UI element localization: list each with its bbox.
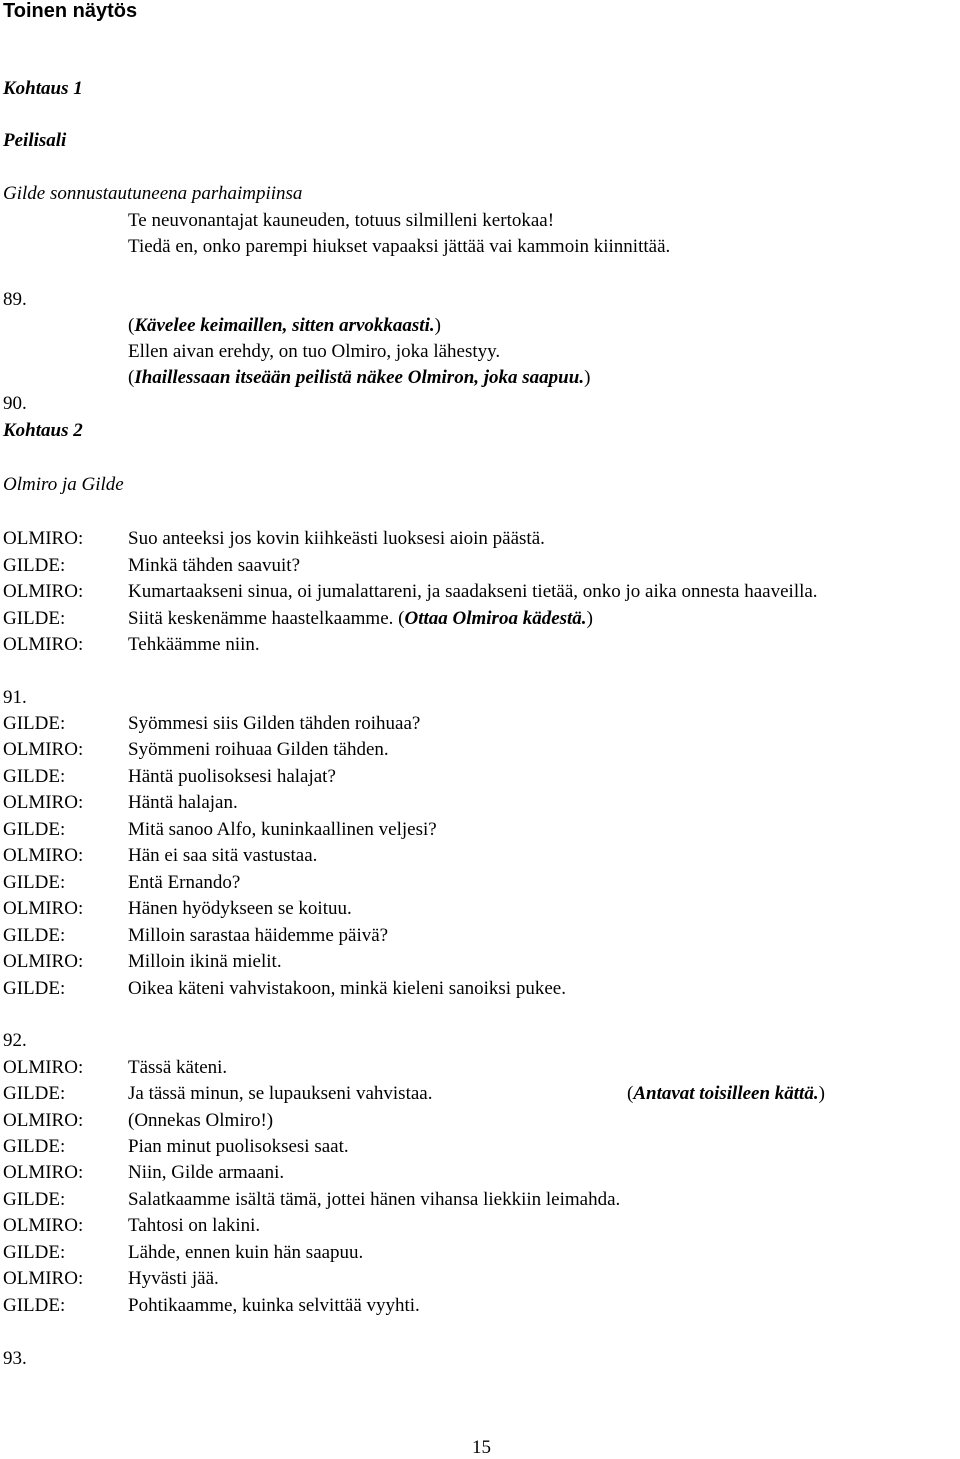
dialogue-line: Hän ei saa sitä vastustaa. bbox=[128, 845, 318, 866]
section-number: 89. bbox=[3, 289, 27, 310]
scene-title: Kohtaus 1 bbox=[3, 78, 83, 99]
paren: ) bbox=[584, 367, 591, 388]
speaker: GILDE: bbox=[3, 1136, 66, 1157]
paren: ) bbox=[818, 1083, 825, 1104]
scene-characters: Olmiro ja Gilde bbox=[3, 474, 124, 495]
speaker: GILDE: bbox=[3, 1295, 66, 1316]
dialogue-line: Häntä puolisoksesi halajat? bbox=[128, 766, 336, 787]
speaker: OLMIRO: bbox=[3, 1215, 84, 1236]
speaker: OLMIRO: bbox=[3, 845, 84, 866]
direction-text: Kävelee keimaillen, sitten arvokkaasti. bbox=[134, 315, 435, 336]
paren: ) bbox=[434, 315, 441, 336]
dialogue-line: Lähde, ennen kuin hän saapuu. bbox=[128, 1242, 364, 1263]
dialogue-line: Häntä halajan. bbox=[128, 792, 238, 813]
speaker: GILDE: bbox=[3, 925, 66, 946]
speaker: OLMIRO: bbox=[3, 898, 84, 919]
dialogue-line: Minkä tähden saavuit? bbox=[128, 555, 301, 576]
dialogue-line: Niin, Gilde armaani. bbox=[128, 1162, 285, 1183]
speaker: GILDE: bbox=[3, 872, 66, 893]
speaker: OLMIRO: bbox=[3, 528, 84, 549]
section-number: 93. bbox=[3, 1348, 27, 1369]
dialogue-line: Oikea käteni vahvistakoon, minkä kieleni sanoiksi pukee. bbox=[128, 978, 566, 999]
speaker: GILDE: bbox=[3, 819, 66, 840]
speaker: OLMIRO: bbox=[3, 1110, 84, 1131]
speaker: OLMIRO: bbox=[3, 634, 84, 655]
paren: ( bbox=[128, 315, 135, 336]
dialogue-line: Ja tässä minun, se lupaukseni vahvistaa. bbox=[128, 1083, 433, 1104]
verse-line: Ellen aivan erehdy, on tuo Olmiro, joka lähestyy. bbox=[128, 341, 501, 362]
dialogue-line: Tahtosi on lakini. bbox=[128, 1215, 261, 1236]
dialogue-line: Kumartaakseni sinua, oi jumalattareni, ja saadakseni tietää, onko jo aika onnesta haaveilla. bbox=[128, 581, 818, 602]
direction-text: Ottaa Olmiroa kädestä. bbox=[404, 608, 587, 629]
paren: ( bbox=[398, 608, 405, 629]
stage-direction bbox=[128, 315, 441, 337]
speaker: OLMIRO: bbox=[3, 792, 84, 813]
dialogue-line: Pian minut puolisoksesi saat. bbox=[128, 1136, 349, 1157]
dialogue-line: Milloin ikinä mielit. bbox=[128, 951, 282, 972]
scene-title: Kohtaus 2 bbox=[3, 420, 83, 441]
dialogue-line: Entä Ernando? bbox=[128, 872, 241, 893]
dialogue-line: (Onnekas Olmiro!) bbox=[128, 1110, 274, 1131]
dialogue-line: Tehkäämme niin. bbox=[128, 634, 260, 655]
paren: ( bbox=[627, 1083, 634, 1104]
direction-text: Ihaillessaan itseään peilistä näkee Olmiron, joka saapuu. bbox=[134, 367, 585, 388]
dialogue-line: Suo anteeksi jos kovin kiihkeästi luoksesi aioin päästä. bbox=[128, 528, 545, 549]
section-number: 91. bbox=[3, 687, 27, 708]
paren: ) bbox=[586, 608, 593, 629]
scene-place: Peilisali bbox=[3, 130, 67, 151]
speaker: GILDE: bbox=[3, 713, 66, 734]
dialogue-line: Mitä sanoo Alfo, kuninkaallinen veljesi? bbox=[128, 819, 437, 840]
stage-direction: Gilde sonnustautuneena parhaimpiinsa bbox=[3, 183, 303, 204]
speaker: GILDE: bbox=[3, 1242, 66, 1263]
section-number: 90. bbox=[3, 393, 27, 414]
section-number: 92. bbox=[3, 1030, 27, 1051]
dialogue-line: Hänen hyödykseen se koituu. bbox=[128, 898, 352, 919]
dialogue-line: Syömmeni roihuaa Gilden tähden. bbox=[128, 739, 389, 760]
speaker: GILDE: bbox=[3, 608, 66, 629]
dialogue-line: Tässä käteni. bbox=[128, 1057, 228, 1078]
speaker: OLMIRO: bbox=[3, 1057, 84, 1078]
stage-direction bbox=[627, 1083, 825, 1105]
speaker: GILDE: bbox=[3, 1083, 66, 1104]
paren: ( bbox=[128, 367, 135, 388]
dialogue-text: Siitä keskenämme haastelkaamme. bbox=[128, 608, 399, 629]
speaker: OLMIRO: bbox=[3, 581, 84, 602]
act-heading: Toinen näytös bbox=[3, 0, 138, 22]
dialogue-line: Syömmesi siis Gilden tähden roihuaa? bbox=[128, 713, 421, 734]
speaker: OLMIRO: bbox=[3, 1268, 84, 1289]
speaker: GILDE: bbox=[3, 978, 66, 999]
dialogue-line: Pohtikaamme, kuinka selvittää vyyhti. bbox=[128, 1295, 420, 1316]
speaker: GILDE: bbox=[3, 766, 66, 787]
dialogue-line: Salatkaamme isältä tämä, jottei hänen vihansa liekkiin leimahda. bbox=[128, 1189, 621, 1210]
direction-text: Antavat toisilleen kättä. bbox=[633, 1083, 819, 1104]
verse-line: Te neuvonantajat kauneuden, totuus silmilleni kertokaa! bbox=[128, 210, 555, 231]
dialogue-line: Hyvästi jää. bbox=[128, 1268, 219, 1289]
verse-line: Tiedä en, onko parempi hiukset vapaaksi jättää vai kammoin kiinnittää. bbox=[128, 236, 671, 257]
speaker: GILDE: bbox=[3, 555, 66, 576]
speaker: OLMIRO: bbox=[3, 951, 84, 972]
stage-direction bbox=[128, 367, 590, 389]
speaker: OLMIRO: bbox=[3, 739, 84, 760]
dialogue-line bbox=[128, 608, 593, 630]
dialogue-line: Milloin sarastaa häidemme päivä? bbox=[128, 925, 389, 946]
page-number: 15 bbox=[472, 1437, 491, 1458]
speaker: OLMIRO: bbox=[3, 1162, 84, 1183]
speaker: GILDE: bbox=[3, 1189, 66, 1210]
